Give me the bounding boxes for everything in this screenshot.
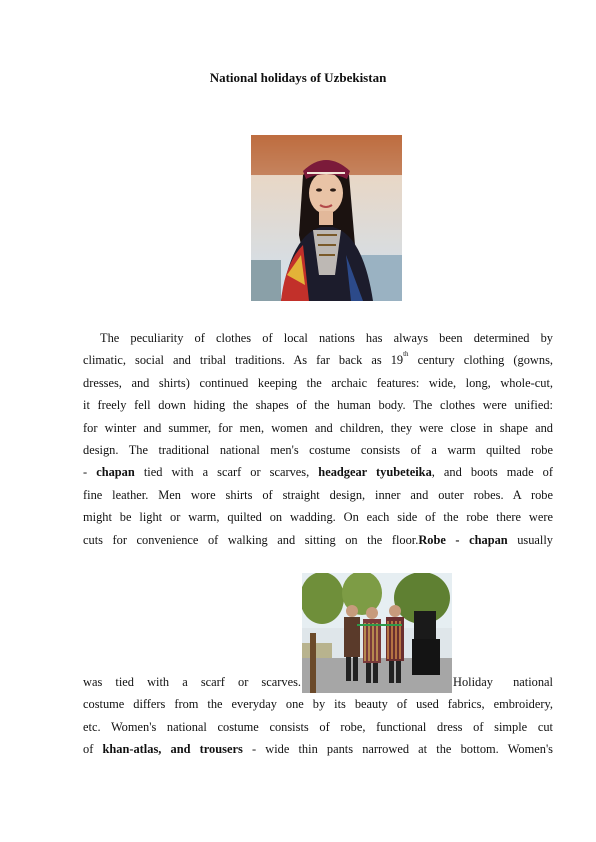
paragraph-line: design. The traditional national men's costume consists of a warm quilted robe: [83, 442, 553, 457]
paragraph-line: costume differs from the everyday one by its beauty of used fabrics, embroidery,: [83, 697, 553, 712]
woman-in-national-costume-photo: [251, 135, 402, 301]
paragraph-line: dresses, and shirts) continued keeping the archaic features: wide, long, whole-cut,: [83, 375, 553, 390]
paragraph-line: might be light or warm, quilted on wadding. On each side of the robe there were: [83, 510, 553, 525]
paragraph-line: it freely fell down hiding the shapes of the human body. The clothes were unified:: [83, 398, 553, 413]
paragraph-line: fine leather. Men wore shirts of straight design, inner and outer robes. A robe: [83, 487, 553, 502]
paragraph-line: for winter and summer, for men, women and children, they were close in shape and: [83, 420, 553, 435]
paragraph-line: The peculiarity of clothes of local nations has always been determined by: [100, 331, 553, 345]
paragraph-line: climatic, social and tribal traditions. As far back as 19th century clothing (gowns,: [83, 350, 553, 368]
paragraph-line: was tied with a scarf or scarves. Holiday national: [83, 675, 553, 689]
paragraph-line: etc. Women's national costume consists of robe, functional dress of simple cut: [83, 719, 553, 734]
paragraph-line: of khan-atlas, and trousers - wide thin pants narrowed at the bottom. Women's: [83, 742, 554, 757]
paragraph-line: - chapan tied with a scarf or scarves, headgear tyubeteika, and boots made of: [83, 465, 554, 480]
page-title: National holidays of Uzbekistan: [209, 70, 387, 85]
paragraph-line: cuts for convenience of walking and sitting on the floor.Robe - chapan usually: [83, 532, 554, 547]
